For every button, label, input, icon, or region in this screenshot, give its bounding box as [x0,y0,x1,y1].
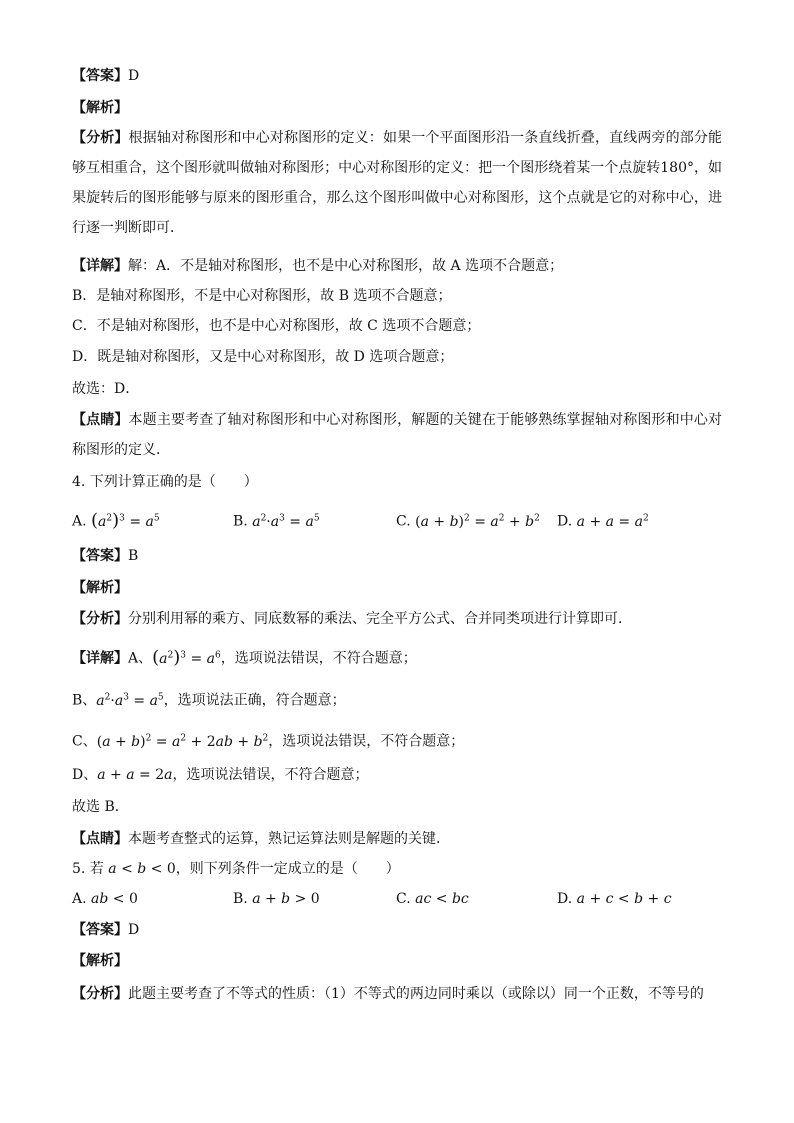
q3-dianjing [72,405,722,465]
q3-xiangjie-line-1 [72,256,724,276]
stem-prefix: 5. 若 [72,861,104,877]
q4-answer [72,546,724,566]
dianjing-text: 本题考查整式的运算，熟记运算法则是解题的关键． [128,831,450,847]
q4-detail-a [72,644,724,670]
answer-tag: 【答案】 [72,68,128,84]
detail-prefix: C、 [72,733,97,750]
q5-answer [72,920,724,940]
detail-prefix: A、 [128,650,153,667]
option-formula: $(a^2)^3 = a^5$ [91,509,160,531]
q4-analysis-title: 【解析】 [72,580,128,596]
option-label: A. [72,513,87,530]
option-formula: ab < 0 [91,891,138,907]
fenxi-tag: 【分析】 [72,130,129,146]
detail-suffix: ，选项说法错误，不符合题意； [172,767,369,783]
q4-option-a [72,507,160,533]
q3-xiangjie-line-4: D．既是轴对称图形，又是中心对称图形，故 D 选项合题意； [72,349,454,365]
fenxi-tag: 【分析】 [72,611,128,627]
detail-formula: $(a + b)^2 = a^2 + 2ab + b^2$ [96,733,269,750]
detail-prefix: D、 [72,767,98,783]
answer-tag: 【答案】 [72,922,128,938]
option-label: D. [557,513,573,530]
answer-value: B [128,548,139,564]
dianjing-text: 本题主要考查了轴对称图形和中心对称图形，解题的关键在于能够熟练掌握轴对称图形和中心对称图形的定义． [72,412,723,458]
q3-fenxi [72,123,722,243]
detail-formula: a + a = 2a [97,767,173,783]
q4-detail-c [72,727,724,753]
detail-suffix: ，选项说法错误，不符合题意； [220,650,417,667]
option-label: B. [233,891,248,907]
xiangjie-tag: 【详解】 [72,258,128,274]
detail-formula: $a^2\cdot a^3 = a^5$ [96,692,164,709]
q3-xiangjie-line-2: B．是轴对称图形，不是中心对称图形，故 B 选项不合题意； [72,288,452,304]
q3-xiangjie-line-3: C．不是轴对称图形，也不是中心对称图形，故 C 选项不合题意； [72,318,481,334]
q4-option-b [233,507,320,533]
stem-formula: a < b < 0 [108,861,176,877]
q3-conclusion: 故选：D． [72,381,140,397]
q5-option-a [72,888,138,910]
option-formula: $(a + b)^2 = a^2 + b^2$ [415,513,540,530]
q4-detail-d [72,764,724,786]
fenxi-text: 根据轴对称图形和中心对称图形的定义：如果一个平面图形沿一条直线折叠，直线两旁的部分能够互相重合，这个图形就叫做轴对称图形；中心对称图形的定义：把一个图形绕着某一个点旋转180°，如果旋转后的图形能够与原来的图形重合，那么这个图形叫做中心对称图形，这个点就是它的对称中心，进行逐一判断即可． [72,130,723,236]
q4-dianjing [72,829,724,849]
q5-analysis-title: 【解析】 [72,953,128,969]
detail-suffix: ，选项说法正确，符合题意； [163,692,346,709]
option-label: D. [557,891,573,907]
fenxi-text: 此题主要考查了不等式的性质：（1）不等式的两边同时乘以（或除以）同一个正数，不等号的 [128,986,704,1002]
option-label: B. [233,513,248,530]
q4-option-c [396,507,540,533]
q3-answer [72,66,724,86]
fenxi-text: 分别利用幂的乘方、同底数幂的乘法、完全平方公式、合并同类项进行计算即可． [128,611,632,627]
detail-suffix: ，选项说法错误，不符合题意； [268,733,465,750]
detail-prefix: B、 [72,692,97,709]
q4-fenxi [72,609,724,629]
xiangjie-text: 解：A．不是轴对称图形，也不是中心对称图形，故 A 选项不合题意； [128,258,564,274]
q4-conclusion: 故选 B． [72,799,129,815]
option-label: A. [72,891,87,907]
option-formula: a + b > 0 [252,891,320,907]
option-formula: a + c < b + c [576,891,672,907]
option-label: C. [396,513,411,530]
stem-suffix: ，则下列条件一定成立的是（ ） [175,861,400,877]
answer-tag: 【答案】 [72,548,128,564]
answer-value: D [128,922,140,938]
q5-option-d [557,888,672,910]
option-formula: ac < bc [415,891,469,907]
option-formula: $a + a = a^2$ [576,513,649,530]
q5-fenxi [72,984,724,1004]
detail-formula: $(a^2)^3 = a^6$ [152,646,221,668]
q5-stem [72,858,724,880]
q4-detail-b [72,686,724,712]
answer-value: D [128,68,140,84]
dianjing-tag: 【点睛】 [72,412,129,428]
q5-option-b [233,888,320,910]
q4-option-d [557,507,649,533]
xiangjie-tag: 【详解】 [72,650,128,667]
option-label: C. [396,891,411,907]
fenxi-tag: 【分析】 [72,986,128,1002]
option-formula: $a^2\cdot a^3 = a^5$ [252,513,320,530]
dianjing-tag: 【点睛】 [72,831,128,847]
q4-stem: 4. 下列计算正确的是（ ） [72,474,258,490]
q3-analysis-title: 【解析】 [72,100,128,116]
q5-option-c [396,888,469,910]
